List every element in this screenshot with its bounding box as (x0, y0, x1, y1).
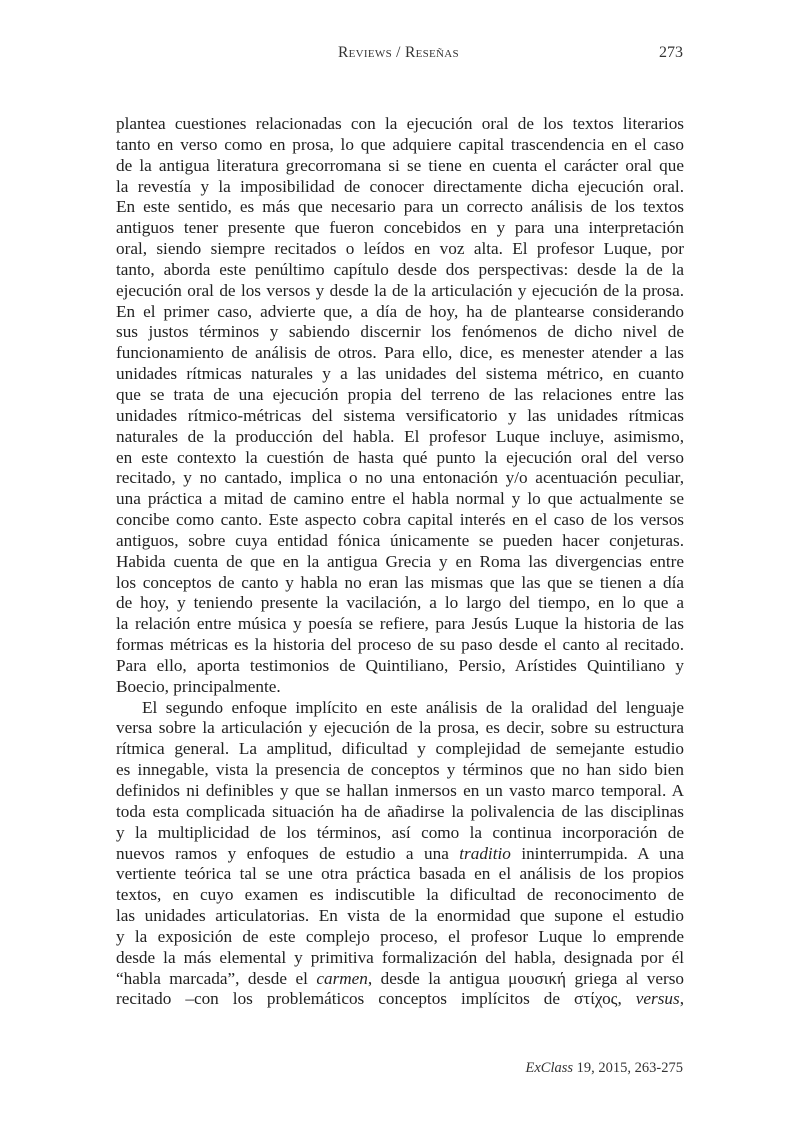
journal-citation (526, 1060, 684, 1077)
text-line: y la multiplicidad de los términos, así como la continua incorporación de (116, 822, 684, 842)
text-line: las unidades articulatorias. En vista de la enormidad que supone el estudio (116, 906, 684, 926)
text-line: es innegable, vista la presencia de conceptos y términos que no han sido bien (116, 760, 684, 780)
text-line: “habla marcada”, desde el carmen, desde la antigua μουσική griega al verso (116, 968, 684, 988)
text-line: sus justos términos y sabiendo discernir los fenómenos de dicho nivel de (116, 322, 684, 342)
text-line: la revestía y la imposibilidad de conocer directamente dicha ejecución oral. (116, 176, 684, 196)
journal-name: ExClass (525, 1060, 574, 1076)
text-line: antiguos tener presente que fueron concebidos en y para una interpretación (116, 218, 684, 238)
text-line: En el primer caso, advierte que, a día de hoy, ha de plantearse considerando (116, 301, 684, 321)
text-line: formas métricas es la historia del proceso de su paso desde el canto al recitado. (116, 635, 684, 655)
body-text (116, 114, 684, 1010)
text-line: versa sobre la articulación y ejecución de la prosa, es decir, sobre su estructura (116, 718, 684, 738)
text-line: concibe como canto. Este aspecto cobra capital interés en el caso de los versos (116, 510, 684, 530)
running-head: Reviews / Reseñas (338, 44, 459, 61)
text-line: unidades rítmicas naturales y a las unidades del sistema métrico, en cuanto (116, 364, 684, 384)
text-line: de la antigua literatura grecorromana si se tiene en cuenta el carácter oral que (116, 155, 684, 175)
page-number: 273 (659, 44, 683, 61)
text-line: naturales de la producción del habla. El profesor Luque incluye, asimismo, (116, 426, 684, 446)
text-line: la relación entre música y poesía se refiere, para Jesús Luque la historia de las (116, 614, 684, 634)
text-line: ejecución oral de los versos y desde la de la articulación y ejecución de la prosa. (116, 280, 684, 300)
text-line: tanto, aborda este penúltimo capítulo desde dos perspectivas: desde la de la (116, 259, 684, 279)
text-line: de hoy, y teniendo presente la vacilación, a lo largo del tiempo, en lo que a (116, 593, 684, 613)
text-line: definidos ni definibles y que se hallan inmersos en un vasto marco temporal. A (116, 781, 684, 800)
text-line: rítmica general. La amplitud, dificultad y complejidad de semejante estudio (116, 739, 684, 759)
text-line: y la exposición de este complejo proceso, el profesor Luque lo emprende (116, 926, 684, 946)
text-line: vertiente teórica tal se une otra práctica basada en el análisis de los propios (116, 864, 684, 884)
text-line: desde la más elemental y primitiva formalización del habla, designada por él (116, 947, 684, 967)
text-line: nuevos ramos y enfoques de estudio a una traditio ininterrumpida. A una (116, 843, 684, 863)
text-line: Habida cuenta de que en la antigua Grecia y en Roma las divergencias entre (116, 551, 684, 571)
citation-details: 19, 2015, 263-275 (573, 1060, 683, 1076)
text-line: oral, siendo siempre recitados o leídos en voz alta. El profesor Luque, por (116, 239, 684, 259)
text-line: En este sentido, es más que necesario para un correcto análisis de los textos (116, 197, 684, 217)
text-line: una práctica a mitad de camino entre el habla normal y lo que actualmente se (116, 489, 684, 509)
paragraph-start-line: El segundo enfoque implícito en este análisis de la oralidad del lenguaje (142, 697, 684, 717)
latin-term-traditio: traditio (459, 843, 511, 863)
text-line: recitado, y no cantado, implica o no una entonación y/o acentuación peculiar, (116, 468, 684, 488)
paragraph-end-line: Boecio, principalmente. (116, 676, 281, 696)
text-line: recitado –con los problemáticos conceptos implícitos de στίχος, versus, (116, 989, 684, 1009)
latin-term-carmen: carmen (316, 968, 368, 988)
latin-term-versus: versus (635, 989, 680, 1009)
text-line: antiguos, sobre cuya entidad fónica únicamente se pueden hacer conjeturas. (116, 530, 684, 550)
text-line: tanto en verso como en prosa, lo que adquiere capital trascendencia en el caso (116, 134, 684, 154)
text-line: Para ello, aporta testimonios de Quintiliano, Persio, Arístides Quintiliano y (116, 655, 684, 675)
text-line: toda esta complicada situación ha de añadirse la polivalencia de las disciplinas (116, 801, 684, 821)
text-line: unidades rítmico-métricas del sistema versificatorio y las unidades rítmicas (116, 405, 684, 425)
text-line: en este contexto la cuestión de hasta qué punto la ejecución oral del verso (116, 447, 684, 467)
text-line: los conceptos de canto y habla no eran las mismas que las que se tienen a día (116, 572, 684, 592)
text-line: textos, en cuyo examen es indiscutible la dificultad de reconocimento de (116, 885, 684, 905)
text-line: funcionamiento de análisis de otros. Para ello, dice, es menester atender a las (116, 343, 684, 363)
text-line: que se trata de una ejecución propia del terreno de las relaciones entre las (116, 384, 684, 404)
text-line: plantea cuestiones relacionadas con la ejecución oral de los textos literarios (116, 114, 684, 133)
